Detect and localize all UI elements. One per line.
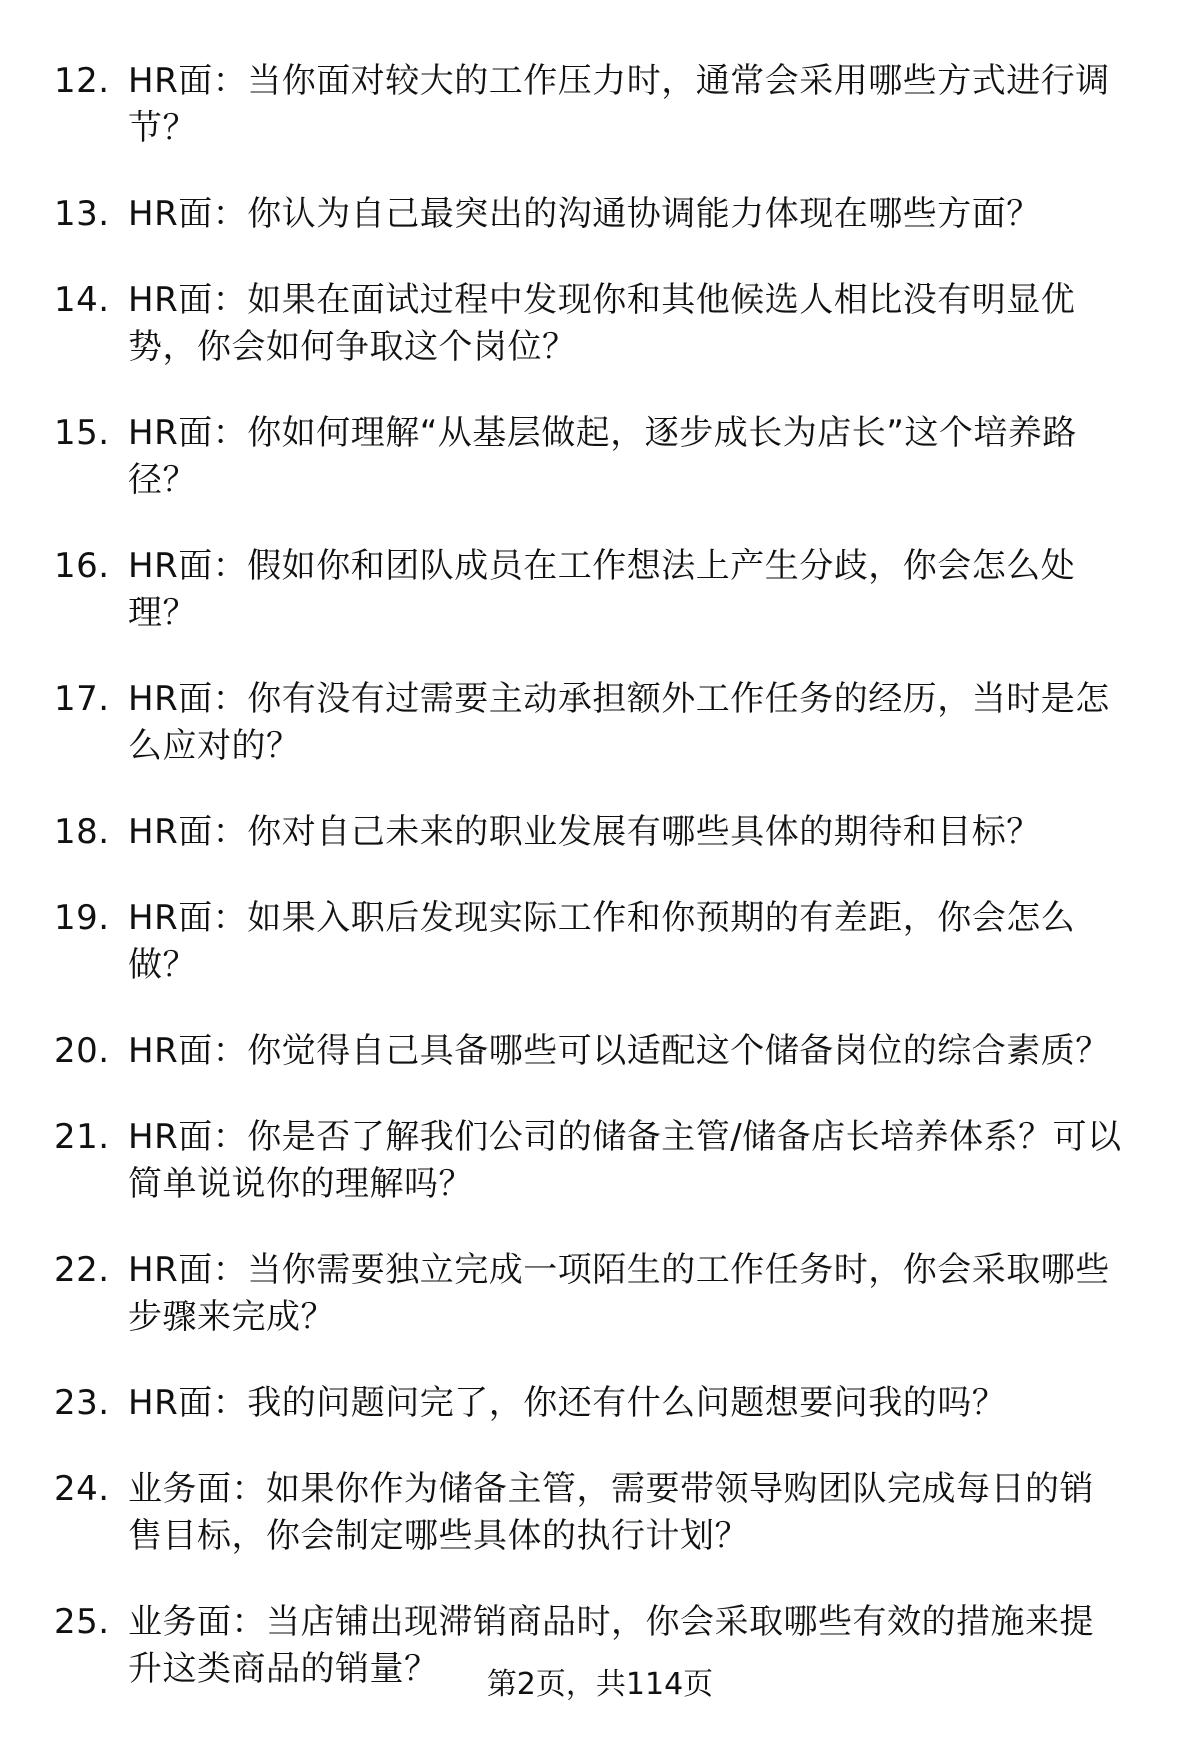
list-item: [0, 809, 1128, 856]
question-text: HR面：如果入职后发现实际工作和你预期的有差距，你会怎么做？: [128, 898, 1076, 985]
question-number: 23.: [54, 1383, 110, 1423]
list-item: [0, 1028, 1128, 1075]
question-list: [0, 58, 1200, 1732]
list-item: [0, 1466, 1128, 1560]
question-number: 17.: [54, 679, 110, 719]
question-text: HR面：当你需要独立完成一项陌生的工作任务时，你会采取哪些步骤来完成？: [128, 1250, 1110, 1337]
question-number: 13.: [54, 194, 110, 234]
question-text: HR面：你觉得自己具备哪些可以适配这个储备岗位的综合素质？: [128, 1031, 1110, 1071]
question-number: 14.: [54, 280, 110, 320]
question-text: HR面：当你面对较大的工作压力时，通常会采用哪些方式进行调节？: [128, 61, 1110, 148]
question-text: 业务面：当店铺出现滞销商品时，你会采取哪些有效的措施来提升这类商品的销量？: [128, 1602, 1094, 1689]
question-text: 业务面：如果你作为储备主管，需要带领导购团队完成每日的销售目标，你会制定哪些具体的执行计划？: [128, 1469, 1094, 1556]
question-text: HR面：假如你和团队成员在工作想法上产生分歧，你会怎么处理？: [128, 546, 1076, 633]
list-item: [0, 676, 1128, 770]
question-text: HR面：你有没有过需要主动承担额外工作任务的经历，当时是怎么应对的？: [128, 679, 1110, 766]
list-item: [0, 1380, 1128, 1427]
question-number: 20.: [54, 1031, 110, 1071]
list-item: [0, 895, 1128, 989]
list-item: [0, 191, 1128, 238]
question-text: HR面：你对自己未来的职业发展有哪些具体的期待和目标？: [128, 812, 1041, 852]
list-item: [0, 58, 1128, 152]
list-item: [0, 543, 1128, 637]
list-item: [0, 1247, 1128, 1341]
question-text: HR面：你认为自己最突出的沟通协调能力体现在哪些方面？: [128, 194, 1041, 234]
question-text: HR面：你是否了解我们公司的储备主管/储备店长培养体系？可以简单说说你的理解吗？: [128, 1117, 1122, 1204]
question-number: 16.: [54, 546, 110, 586]
list-item: [0, 277, 1128, 371]
question-text: HR面：我的问题问完了，你还有什么问题想要问我的吗？: [128, 1383, 1007, 1423]
list-item: [0, 410, 1128, 504]
list-item: [0, 1114, 1128, 1208]
question-number: 25.: [54, 1602, 110, 1642]
question-number: 15.: [54, 413, 110, 453]
question-number: 19.: [54, 898, 110, 938]
question-number: 21.: [54, 1117, 110, 1157]
page-number-footer: 第2页，共114页: [486, 1667, 714, 1702]
question-text: HR面：如果在面试过程中发现你和其他候选人相比没有明显优势，你会如何争取这个岗位？: [128, 280, 1076, 367]
question-text: HR面：你如何理解“从基层做起，逐步成长为店长”这个培养路径？: [128, 413, 1077, 500]
question-number: 12.: [54, 61, 110, 101]
question-number: 22.: [54, 1250, 110, 1290]
question-number: 24.: [54, 1469, 110, 1509]
question-number: 18.: [54, 812, 110, 852]
